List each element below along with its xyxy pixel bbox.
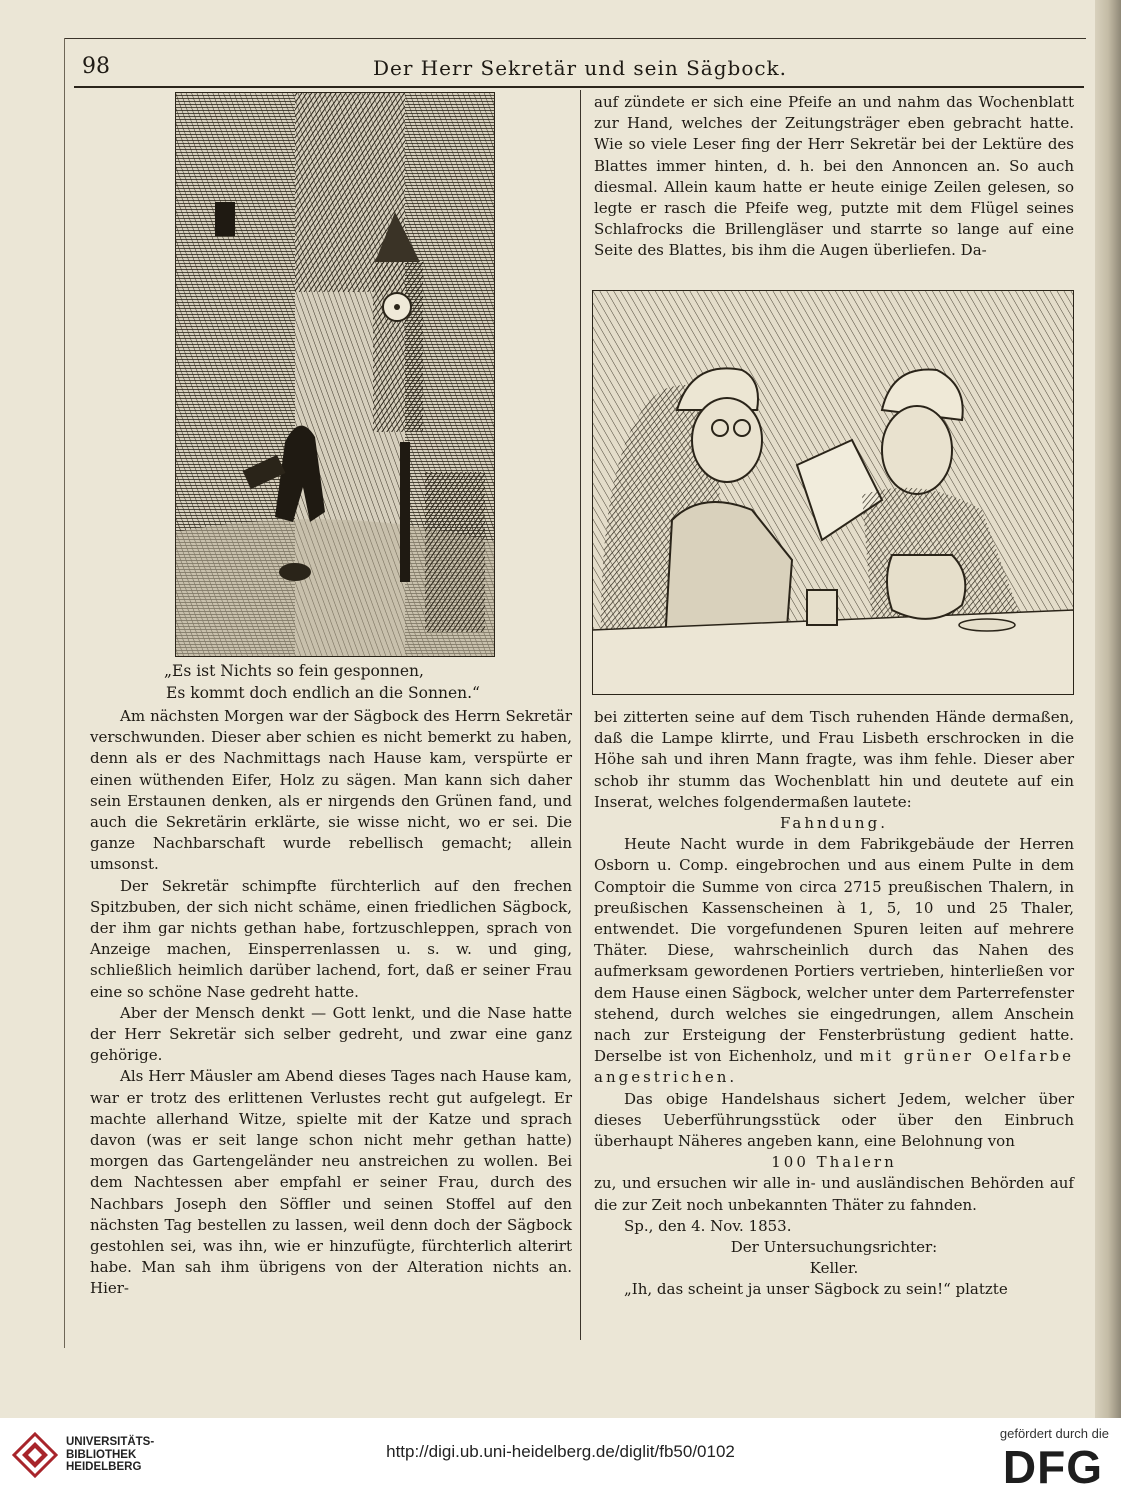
reward-amount: 100 Thalern <box>771 1153 897 1172</box>
paragraph: bei zitterten seine auf dem Tisch ruhenden Hände dermaßen, daß die Lampe klirrte, und Frau Lisbeth erschrocken in die Höhe sah und ihren Mann fragte, was ihm fehle. Dieser aber schob ihr stumm das Wochenblatt hin und deutete auf ein Inserat, welches folgendermaßen lautete: <box>594 708 1074 811</box>
page-header <box>80 54 1080 84</box>
right-column-bottom-text <box>594 707 1074 1301</box>
page-number: 98 <box>82 54 110 79</box>
university-line: UNIVERSITÄTS- <box>66 1436 155 1448</box>
page-border-left <box>64 38 65 1348</box>
header-rule <box>74 86 1084 88</box>
dateline: Sp., den 4. Nov. 1853. <box>624 1216 792 1235</box>
caption-line-2: Es kommt doch endlich an die Sonnen.“ <box>166 684 480 702</box>
illustration-caption <box>90 660 560 704</box>
viewer-footer <box>0 1418 1121 1496</box>
notice-emphasis: mit grüner Oelfarbe angestrichen. <box>594 1047 1075 1087</box>
paragraph: Am nächsten Morgen war der Sägbock des Herrn Sekretär verschwunden. Dieser aber schien es nicht bemerkt zu haben, denn als er des Nachmittags nach Hause kam, verspürte er einen wüthenden Eifer, Holz zu sägen. Man kann sich daher sein Erstaunen denken, als er nirgends den Grünen fand, und auch die Sekretärin erklärte, sie wisse nicht, wo er sei. Die ganze Nachbarschaft wurde rebellisch gemacht; allein umsonst. <box>90 707 572 874</box>
notice-text: Heute Nacht wurde in dem Fabrikgebäude der Herren Osborn u. Comp. eingebrochen und aus einem Pulte in dem Comptoir die Summe von circa 2715 preußischen Thalern, in preußischen Kassenscheinen à 1, 5, 10 und 25 Thaler, entwendet. Die vorgefundenen Spuren leiten auf mehrere Thäter. Diese, wahrscheinlich durch das Nahen des aufmerksam gewordenen Portiers vertrieben, hinterließen vor dem Hause einen Sägbock, welcher unter dem Parterrefenster stehend, durch welches sie eingedrungen, allem Anschein nach zur Ersteigung der Fensterbrüstung gedient hatte. Derselbe ist von Eichenholz, und <box>594 835 1074 1066</box>
right-column-top-text <box>594 92 1074 262</box>
signature-name: Keller. <box>809 1259 859 1278</box>
running-title: Der Herr Sekretär und sein Sägbock. <box>372 56 788 80</box>
notice-paragraph: zu, und ersuchen wir alle in- und ausländischen Behörden auf die zur Zeit noch unbekannten Thäter zu fahnden. <box>594 1174 1074 1214</box>
permalink-url[interactable]: http://digi.ub.uni-heidelberg.de/diglit/fb50/0102 <box>386 1442 735 1461</box>
notice-title: Fahndung. <box>780 814 888 833</box>
couple-reading-illustration <box>592 290 1074 695</box>
caption-line-1: „Es ist Nichts so fein gesponnen, <box>164 662 424 680</box>
book-spine <box>1095 0 1121 1418</box>
university-line: HEIDELBERG <box>66 1461 142 1473</box>
left-column-text <box>90 706 572 1300</box>
paragraph: Als Herr Mäusler am Abend dieses Tages nach Hause kam, war er trotz des erlittenen Verlustes recht gut aufgelegt. Er machte allerhand Witze, spielte mit der Katze und sprach davon (was er seit lange schon nicht mehr gethan hatte) morgen das Gartengeländer neu anstreichen zu wollen. Bei dem Nachtessen aber empfahl er seiner Frau, durch des Nachbars Joseph den Söffler und seinen Stoffel auf den nächsten Tag bestellen zu lassen, weil denn doch der Sägbock gestohlen sei, was ihn, wie er hinzufügte, fürchterlich alterirt habe. Man sah ihm übrigens von der Alteration nichts an. Hier- <box>90 1067 572 1298</box>
university-line: BIBLIOTHEK <box>66 1448 137 1461</box>
paragraph: „Ih, das scheint ja unser Sägbock zu sein!“ platzte <box>624 1280 1008 1299</box>
paragraph: Aber der Mensch denkt — Gott lenkt, und die Nase hatte der Herr Sekretär sich selber gedreht, und zwar eine ganz gehörige. <box>90 1003 572 1065</box>
dfg-logo: DFG <box>1002 1441 1103 1493</box>
signature-title: Der Untersuchungsrichter: <box>730 1238 938 1257</box>
notice-paragraph <box>594 834 1074 1088</box>
column-rule <box>580 90 581 1340</box>
notice-paragraph: Das obige Handelshaus sichert Jedem, welcher über dieses Ueberführungsstück oder über den Einbruch überhaupt Näheres angeben kann, eine Belohnung von <box>594 1089 1074 1151</box>
funder-caption: gefördert durch die <box>999 1426 1109 1441</box>
paragraph: auf zündete er sich eine Pfeife an und nahm das Wochenblatt zur Hand, welches der Zeitungsträger eben gebracht hatte. Wie so viele Leser fing der Herr Sekretär bei der Lektüre des Blattes immer hinten, d. h. bei den Annoncen an. So auch diesmal. Allein kaum hatte er heute einige Zeilen gelesen, so legte er rasch die Pfeife weg, putzte mit dem Flügel seines Schlafrocks die Brillengläser und starrte so lange auf eine Seite des Blattes, bis ihm die Augen überliefen. Da- <box>594 93 1074 260</box>
street-scene-illustration <box>175 92 495 657</box>
paragraph: Der Sekretär schimpfte fürchterlich auf den frechen Spitzbuben, der sich nicht schäme, einen friedlichen Sägbock, der ihm gar nichts gethan habe, fortzuschleppen, sprach von Anzeige machen, Einsperrenlassen u. s. w. und ging, schließlich heimlich darüber lachend, fort, daß er seiner Frau eine so schöne Nase gedreht hatte. <box>90 876 572 1001</box>
page-border-top <box>64 38 1086 39</box>
